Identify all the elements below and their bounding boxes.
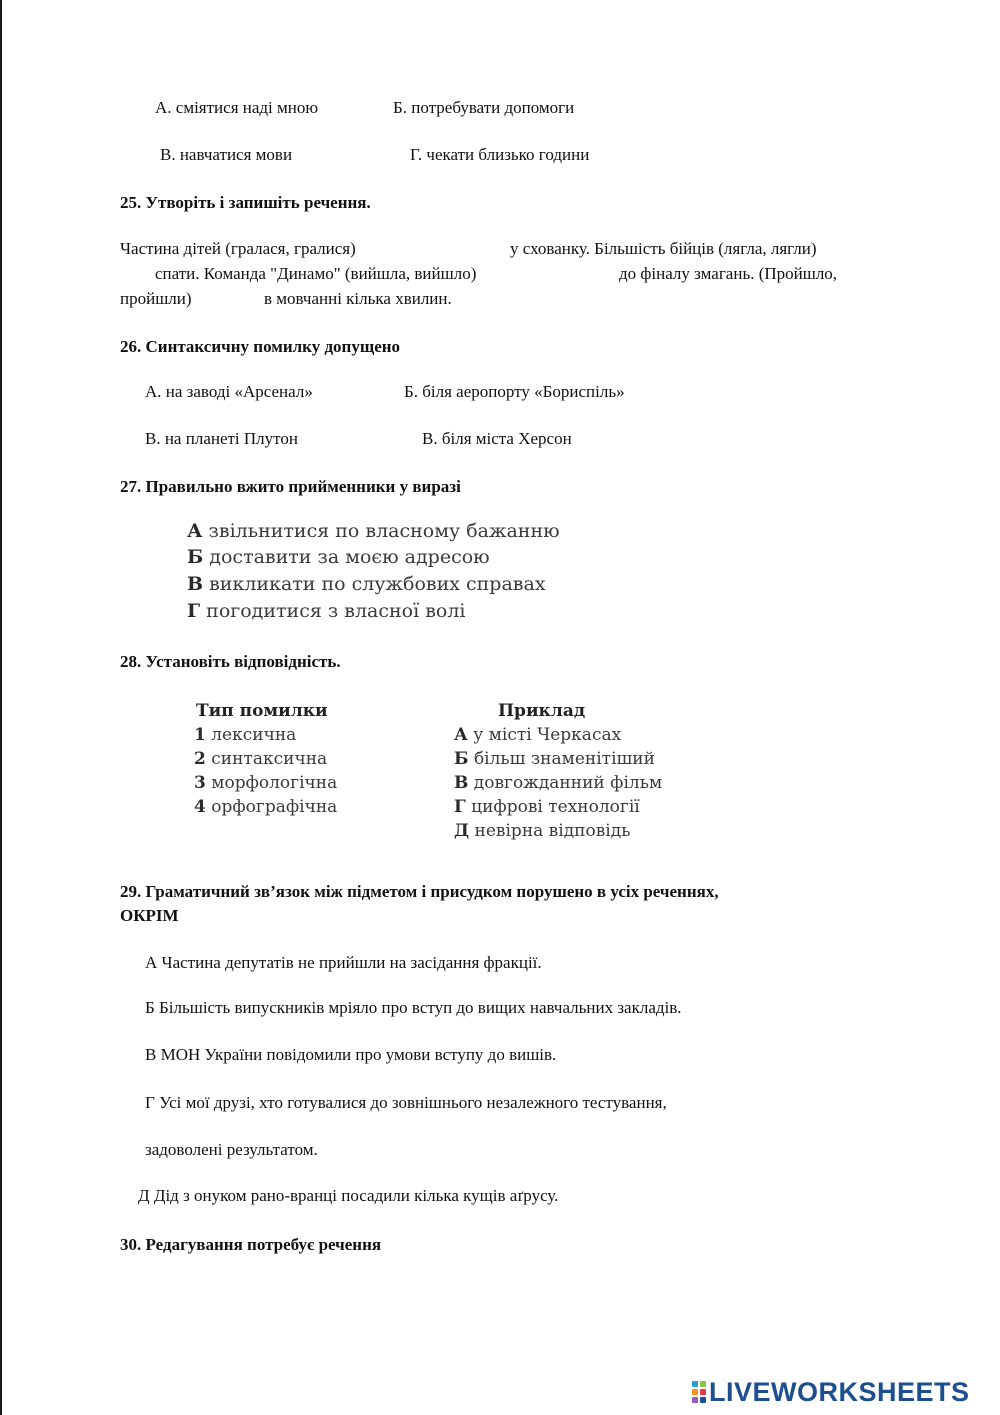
logo-square — [700, 1397, 706, 1403]
q28-right-item-d: Д невірна відповідь — [454, 821, 631, 841]
liveworksheets-logo[interactable] — [692, 1377, 970, 1407]
q28-title: 28. Установіть відповідність. — [120, 652, 341, 671]
q29-option-b: Б Більшість випускників мріяло про вступ до вищих навчальних закладів. — [145, 998, 682, 1017]
q26-option-h: В. біля міста Херсон — [422, 429, 572, 448]
q24-option-b: Б. потребувати допомоги — [393, 98, 575, 117]
q28-right-item-v: В довгожданний фільм — [454, 773, 663, 793]
q27-title: 27. Правильно вжито прийменники у виразі — [120, 477, 461, 496]
q27-option-a: А звільнитися по власному бажанню — [187, 520, 560, 542]
logo-square — [700, 1389, 706, 1395]
logo-square — [692, 1397, 698, 1403]
q28-left-item-2: 2 синтаксична — [194, 749, 328, 769]
logo-square — [692, 1389, 698, 1395]
q24-option-a: А. сміятися наді мною — [155, 98, 319, 117]
q28-left-item-1: 1 лексична — [194, 725, 297, 745]
q29-option-h-cont: задоволені результатом. — [145, 1140, 318, 1159]
q25-title: 25. Утворіть і запишіть речення. — [120, 193, 371, 212]
logo-square — [692, 1381, 698, 1387]
q25-text-3b: в мовчанні кілька хвилин. — [264, 289, 452, 308]
q24-option-h: Г. чекати близько години — [410, 145, 590, 164]
q28-right-item-h: Г цифрові технології — [454, 797, 640, 817]
q26-title: 26. Синтаксичну помилку допущено — [120, 337, 401, 356]
q25-text-1a: Частина дітей (гралася, гралися) — [120, 239, 356, 258]
logo-square — [700, 1381, 706, 1387]
logo-mark-icon — [692, 1381, 706, 1403]
q25-text-3a: пройшли) — [120, 289, 192, 308]
q29-title-line2: ОКРІМ — [120, 906, 179, 925]
q29-title-line1: 29. Граматичний зв’язок між підметом і присудком порушено в усіх реченнях, — [120, 882, 719, 901]
q26-option-a: А. на заводі «Арсенал» — [145, 382, 313, 401]
q28-right-item-a: А у місті Черкасах — [454, 725, 622, 745]
q30-title: 30. Редагування потребує речення — [120, 1235, 382, 1254]
q28-left-item-4: 4 орфографічна — [194, 797, 338, 817]
q28-left-header: Тип помилки — [196, 701, 328, 721]
q25-text-2b: до фіналу змагань. (Пройшло, — [619, 264, 838, 283]
q26-option-b: Б. біля аеропорту «Бориспіль» — [404, 382, 625, 401]
q27-option-b: Б доставити за моєю адресою — [187, 546, 490, 568]
q29-option-d: Д Дід з онуком рано-вранці посадили кілька кущів аґрусу. — [138, 1186, 559, 1205]
q24-option-v: В. навчатися мови — [160, 145, 293, 164]
q25-text-1b: у схованку. Більшість бійців (лягла, лягли) — [510, 239, 817, 258]
q29-option-h: Г Усі мої друзі, хто готувалися до зовнішнього незалежного тестування, — [145, 1093, 667, 1112]
q27-option-h: Г погодитися з власної волі — [187, 600, 466, 622]
q28-right-item-b: Б більш знаменітіший — [454, 749, 655, 769]
q25-text-2a: спати. Команда "Динамо" (вийшла, вийшло) — [155, 264, 477, 283]
q28-left-item-3: 3 морфологічна — [194, 773, 338, 793]
q28-right-header: Приклад — [498, 701, 586, 721]
logo-text: LIVEWORKSHEETS — [709, 1376, 970, 1407]
q29-option-v: В МОН України повідомили про умови вступу до вишів. — [145, 1045, 557, 1064]
q29-option-a: А Частина депутатів не прийшли на засідання фракції. — [145, 953, 542, 972]
q27-option-v: В викликати по службових справах — [187, 573, 546, 595]
page-left-border — [0, 0, 2, 1415]
q26-option-v: В. на планеті Плутон — [145, 429, 298, 448]
